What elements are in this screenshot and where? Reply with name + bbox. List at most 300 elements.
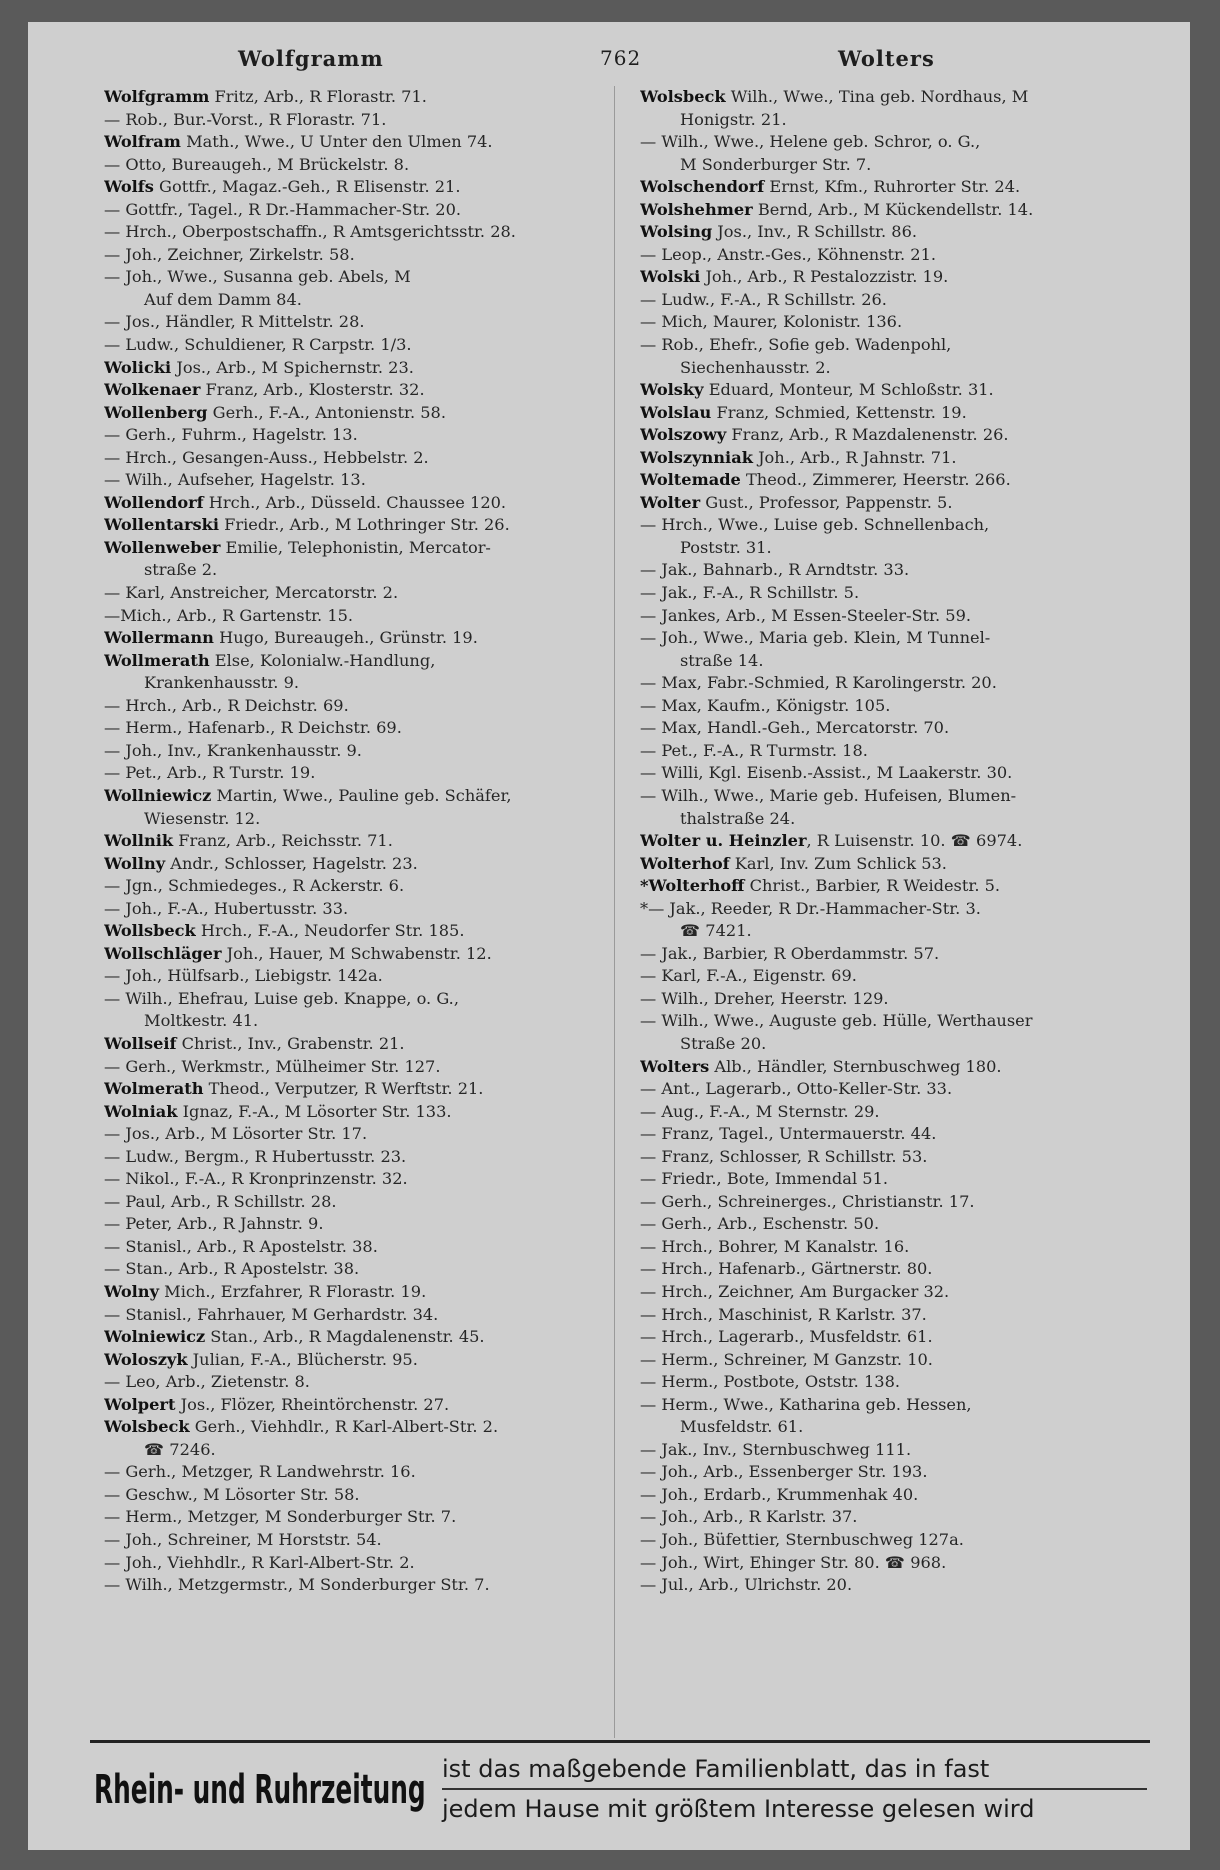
entry-text: — Leop., Anstr.-Ges., Köhnenstr. 21. (640, 244, 937, 264)
entry-surname: Wollsbeck (104, 921, 196, 941)
directory-entry (104, 1281, 609, 1304)
entry-text: — Gerh., Metzger, R Landwehrstr. 16. (104, 1462, 416, 1482)
entry-text: — Wilh., Wwe., Helene geb. Schror, o. G., (640, 132, 981, 152)
directory-entry (640, 1191, 1145, 1214)
entry-text: — Franz, Tagel., Untermauerstr. 44. (640, 1124, 937, 1144)
entry-surname: Wolny (104, 1281, 159, 1301)
entry-surname: Wollny (104, 853, 166, 873)
directory-entry (640, 1258, 1145, 1281)
directory-entry (104, 1349, 609, 1372)
entry-text: — Hrch., Oberpostschaffn., R Amtsgerichtsstr. 28. (104, 222, 516, 242)
entry-text: — Joh., Büfettier, Sternbuschweg 127a. (640, 1530, 964, 1549)
directory-entry (104, 1168, 609, 1191)
directory-entry (104, 1484, 609, 1507)
entry-surname: Wollendorf (104, 492, 204, 512)
directory-entry (104, 582, 609, 605)
entry-surname: Wolter (640, 492, 701, 512)
entry-text: Christ., Inv., Grabenstr. 21. (176, 1033, 405, 1053)
entry-text: — Leo, Arb., Zietenstr. 8. (104, 1372, 310, 1392)
entry-text: Hrch., F.-A., Neudorfer Str. 185. (195, 921, 465, 941)
directory-entry (640, 582, 1145, 605)
entry-surname: Wollniewicz (104, 785, 212, 805)
entry-text: Fritz, Arb., R Florastr. 71. (209, 87, 427, 106)
entry-text: — Joh., Wwe., Susanna geb. Abels, M (104, 267, 411, 287)
entry-text: Stan., Arb., R Magdalenenstr. 45. (205, 1327, 485, 1347)
entry-text: — Herm., Hafenarb., R Deichstr. 69. (104, 718, 402, 738)
directory-entry (640, 830, 1145, 853)
directory-entry (104, 357, 609, 380)
entry-text: — Hrch., Hafenarb., Gärtnerstr. 80. (640, 1259, 933, 1279)
entry-text: — Wilh., Metzgermstr., M Sonderburger Str. 7. (104, 1575, 490, 1595)
directory-entry (640, 447, 1145, 470)
directory-entry (640, 1146, 1145, 1169)
directory-entry (640, 943, 1145, 966)
directory-entry (104, 447, 609, 470)
entry-surname: Wolpert (104, 1394, 176, 1414)
directory-entry (640, 808, 1145, 831)
directory-entry (640, 1123, 1145, 1146)
entry-text: — Jak., Bahnarb., R Arndtstr. 33. (640, 560, 910, 580)
entry-text: — Hrch., Wwe., Luise geb. Schnellenbach, (640, 515, 990, 535)
directory-entry (640, 266, 1145, 289)
entry-surname: *Wolterhoff (640, 876, 745, 896)
directory-entry (104, 1078, 609, 1101)
entry-text: — Joh., Zeichner, Zirkelstr. 58. (104, 244, 355, 264)
entry-text: — Wilh., Dreher, Heerstr. 129. (640, 988, 889, 1008)
entry-text: — Jak., F.-A., R Schillstr. 5. (640, 583, 860, 603)
entry-text: — Joh., Wirt, Ehinger Str. 80. ☎ 968. (640, 1552, 947, 1572)
entry-text: *— Jak., Reeder, R Dr.-Hammacher-Str. 3. (640, 898, 981, 918)
newspaper-logo: Rhein- und Ruhrzeitung (94, 1767, 426, 1813)
directory-entry (640, 1416, 1145, 1439)
directory-entry (104, 1552, 609, 1575)
directory-entry (104, 1146, 609, 1169)
directory-entry (104, 221, 609, 244)
directory-entry (640, 1394, 1145, 1417)
directory-entry (104, 1304, 609, 1327)
entry-text: Moltkestr. 41. (144, 1011, 259, 1031)
directory-entry (640, 1304, 1145, 1327)
directory-entry (104, 1033, 609, 1056)
directory-entry (640, 176, 1145, 199)
directory-entry (640, 311, 1145, 334)
entry-text: Gerh., Viehhdlr., R Karl-Albert-Str. 2. (189, 1417, 499, 1437)
directory-entry (104, 244, 609, 267)
entry-text: — Hrch., Lagerarb., Musfeldstr. 61. (640, 1327, 933, 1347)
entry-text: — Stan., Arb., R Apostelstr. 38. (104, 1259, 360, 1279)
directory-entry (640, 1010, 1145, 1033)
directory-entry (104, 853, 609, 876)
directory-entry (104, 808, 609, 831)
directory-entry (104, 1010, 609, 1033)
entry-text: — Aug., F.-A., M Sternstr. 29. (640, 1101, 880, 1121)
directory-entry (104, 537, 609, 560)
directory-entry (640, 131, 1145, 154)
entry-text: ☎ 7246. (144, 1439, 216, 1459)
directory-entry (104, 492, 609, 515)
entry-text: Eduard, Monteur, M Schloßstr. 31. (703, 380, 994, 400)
entry-surname: Woltemade (640, 470, 741, 490)
entry-text: Gottfr., Magaz.-Geh., R Elisenstr. 21. (153, 177, 461, 197)
entry-text: — Hrch., Gesangen-Auss., Hebbelstr. 2. (104, 447, 429, 467)
directory-entry (640, 1326, 1145, 1349)
directory-entry (640, 559, 1145, 582)
entry-text: Alb., Händler, Sternbuschweg 180. (709, 1056, 1002, 1076)
directory-entry (104, 1529, 609, 1552)
directory-entry (640, 1168, 1145, 1191)
entry-text: — Hrch., Zeichner, Am Burgacker 32. (640, 1281, 950, 1301)
directory-entry (640, 86, 1145, 109)
entry-text: Franz, Arb., Reichsstr. 71. (173, 831, 393, 851)
entry-surname: Wolski (640, 267, 701, 287)
entry-text: Wilh., Wwe., Tina geb. Nordhaus, M (725, 87, 1029, 106)
directory-entry (640, 1371, 1145, 1394)
entry-surname: Wolfs (104, 177, 154, 197)
directory-entry (640, 785, 1145, 808)
directory-entry (640, 1056, 1145, 1079)
entry-text: — Geschw., M Lösorter Str. 58. (104, 1484, 360, 1504)
directory-entry (104, 740, 609, 763)
directory-entry (104, 1191, 609, 1214)
directory-entry (640, 154, 1145, 177)
directory-entry (640, 853, 1145, 876)
entry-text: — Max, Kaufm., Königstr. 105. (640, 695, 891, 715)
directory-entry (104, 672, 609, 695)
directory-entry (640, 1078, 1145, 1101)
right-column (640, 86, 1145, 1597)
entry-text: Wiesenstr. 12. (144, 808, 261, 828)
directory-entry (640, 289, 1145, 312)
entry-text: — Hrch., Maschinist, R Karlstr. 37. (640, 1304, 927, 1324)
directory-entry (104, 289, 609, 312)
entry-surname: Wolsbeck (104, 1417, 190, 1437)
entry-text: thalstraße 24. (680, 808, 796, 828)
directory-entry (104, 199, 609, 222)
entry-text: — Rob., Ehefr., Sofie geb. Wadenpohl, (640, 335, 952, 355)
directory-entry (104, 1394, 609, 1417)
entry-text: — Herm., Postbote, Oststr. 138. (640, 1372, 901, 1392)
directory-entry (104, 988, 609, 1011)
entry-text: — Joh., Arb., Essenberger Str. 193. (640, 1462, 928, 1482)
directory-entry (640, 627, 1145, 650)
entry-text: Andr., Schlosser, Hagelstr. 23. (165, 853, 418, 873)
entry-text: — Wilh., Wwe., Marie geb. Hufeisen, Blumen- (640, 785, 1017, 805)
directory-entry (104, 266, 609, 289)
entry-text: — Joh., F.-A., Hubertusstr. 33. (104, 898, 349, 918)
entry-text: —Mich., Arb., R Gartenstr. 15. (104, 605, 354, 625)
directory-entry (640, 1461, 1145, 1484)
directory-entry (104, 762, 609, 785)
entry-text: — Karl, Anstreicher, Mercatorstr. 2. (104, 583, 399, 603)
directory-entry (104, 785, 609, 808)
entry-surname: Wollseif (104, 1033, 177, 1053)
entry-text: ☎ 7421. (680, 921, 752, 941)
entry-text: — Max, Fabr.-Schmied, R Karolingerstr. 20. (640, 673, 997, 693)
directory-entry (640, 109, 1145, 132)
entry-text: Franz, Schmied, Kettenstr. 19. (711, 402, 967, 422)
entry-surname: Wolmerath (104, 1079, 204, 1099)
entry-text: — Wilh., Aufseher, Hagelstr. 13. (104, 470, 366, 490)
directory-entry (640, 357, 1145, 380)
directory-entry (640, 650, 1145, 673)
directory-entry (104, 898, 609, 921)
entry-text: — Pet., F.-A., R Turmstr. 18. (640, 740, 868, 760)
entry-text: — Jak., Inv., Sternbuschweg 111. (640, 1439, 912, 1459)
entry-text: Friedr., Arb., M Lothringer Str. 26. (219, 515, 510, 535)
directory-entry (104, 717, 609, 740)
entry-text: — Joh., Inv., Krankenhausstr. 9. (104, 740, 362, 760)
directory-entry (104, 1461, 609, 1484)
entry-surname: Wollentarski (104, 515, 219, 535)
entry-surname: Wolter u. Heinzler (640, 831, 807, 851)
directory-entry (104, 154, 609, 177)
entry-text: — Jgn., Schmiedeges., R Ackerstr. 6. (104, 876, 405, 896)
directory-entry (640, 469, 1145, 492)
entry-text: — Ant., Lagerarb., Otto-Keller-Str. 33. (640, 1079, 953, 1099)
entry-surname: Wolsky (640, 380, 704, 400)
entry-surname: Wollenweber (104, 537, 221, 557)
entry-text: — Herm., Wwe., Katharina geb. Hessen, (640, 1394, 972, 1414)
directory-entry (640, 605, 1145, 628)
directory-entry (104, 559, 609, 582)
directory-entry (640, 740, 1145, 763)
directory-entry (640, 1506, 1145, 1529)
left-column (104, 86, 609, 1597)
entry-text: — Herm., Metzger, M Sonderburger Str. 7. (104, 1507, 457, 1527)
entry-surname: Wolschendorf (640, 177, 765, 197)
running-head-left: Wolfgramm (238, 46, 384, 71)
entry-text: Martin, Wwe., Pauline geb. Schäfer, (211, 785, 512, 805)
entry-text: — Joh., Wwe., Maria geb. Klein, M Tunnel- (640, 628, 991, 648)
entry-text: — Max, Handl.-Geh., Mercatorstr. 70. (640, 718, 950, 738)
directory-entry (640, 1349, 1145, 1372)
directory-entry (640, 1484, 1145, 1507)
directory-entry (640, 244, 1145, 267)
directory-entry (640, 514, 1145, 537)
entry-surname: Wolniewicz (104, 1327, 206, 1347)
entry-surname: Wolsing (640, 222, 713, 242)
entry-text: Bernd, Arb., M Kückendellstr. 14. (752, 199, 1034, 219)
entry-text: Theod., Verputzer, R Werftstr. 21. (203, 1079, 484, 1099)
entry-surname: Wolicki (104, 357, 172, 377)
entry-text: Franz, Arb., R Mazdalenenstr. 26. (726, 425, 1009, 445)
directory-entry (104, 1236, 609, 1259)
entry-text: Jos., Flözer, Rheintörchenstr. 27. (175, 1394, 450, 1414)
directory-entry (104, 402, 609, 425)
directory-entry (640, 965, 1145, 988)
entry-surname: Wolslau (640, 402, 712, 422)
directory-entry (104, 176, 609, 199)
entry-text: Christ., Barbier, R Weidestr. 5. (744, 876, 1001, 896)
entry-text: Emilie, Telephonistin, Mercator- (220, 537, 491, 557)
entry-surname: Wolszowy (640, 425, 727, 445)
entry-text: — Jankes, Arb., M Essen-Steeler-Str. 59. (640, 605, 972, 625)
entry-text: — Hrch., Bohrer, M Kanalstr. 16. (640, 1236, 910, 1256)
entry-surname: Wolsbeck (640, 87, 726, 106)
entry-text: — Stanisl., Fahrhauer, M Gerhardstr. 34. (104, 1304, 439, 1324)
entry-text: — Pet., Arb., R Turstr. 19. (104, 763, 316, 783)
ad-line-2: jedem Hause mit größtem Interesse gelesen wird (442, 1788, 1147, 1828)
entry-text: Gerh., F.-A., Antonienstr. 58. (207, 402, 446, 422)
directory-entry (104, 650, 609, 673)
directory-entry (104, 1123, 609, 1146)
entry-text: Else, Kolonialw.-Handlung, (209, 650, 436, 670)
directory-entry (104, 109, 609, 132)
directory-entry (640, 672, 1145, 695)
entry-text: — Ludw., F.-A., R Schillstr. 26. (640, 289, 887, 309)
entry-text: — Nikol., F.-A., R Kronprinzenstr. 32. (104, 1169, 408, 1189)
directory-entry (640, 537, 1145, 560)
entry-text: Auf dem Damm 84. (144, 289, 302, 309)
entry-text: Honigstr. 21. (680, 109, 787, 129)
entry-text: Joh., Arb., R Jahnstr. 71. (752, 447, 957, 467)
entry-text: — Friedr., Bote, Immendal 51. (640, 1169, 889, 1189)
directory-entry (640, 1033, 1145, 1056)
directory-page (28, 22, 1190, 1850)
directory-entry (640, 199, 1145, 222)
entry-text: — Willi, Kgl. Eisenb.-Assist., M Laakerstr. 30. (640, 763, 1013, 783)
directory-entry (104, 334, 609, 357)
directory-entry (640, 402, 1145, 425)
ad-line-1: ist das maßgebende Familienblatt, das in fast (442, 1755, 990, 1783)
directory-entry (104, 1439, 609, 1462)
entry-text: Joh., Arb., R Pestalozzistr. 19. (700, 267, 949, 287)
directory-entry (104, 627, 609, 650)
entry-text: Ernst, Kfm., Ruhrorter Str. 24. (764, 177, 1021, 197)
directory-entry (104, 943, 609, 966)
entry-text: Math., Wwe., U Unter den Ulmen 74. (180, 132, 493, 152)
directory-entry (104, 605, 609, 628)
entry-text: — Peter, Arb., R Jahnstr. 9. (104, 1214, 324, 1234)
directory-entry (104, 1101, 609, 1124)
entry-text: — Joh., Hülfsarb., Liebigstr. 142a. (104, 966, 383, 986)
entry-surname: Wolfram (104, 132, 181, 152)
entry-text: — Karl, F.-A., Eigenstr. 69. (640, 966, 857, 986)
entry-surname: Wollnik (104, 831, 174, 851)
entry-text: — Jul., Arb., Ulrichstr. 20. (640, 1575, 853, 1595)
advertisement (90, 1740, 1150, 1838)
directory-entry (640, 379, 1145, 402)
entry-text: Straße 20. (680, 1033, 767, 1053)
directory-entry (640, 1213, 1145, 1236)
entry-text: — Joh., Arb., R Karlstr. 37. (640, 1507, 858, 1527)
entry-text: Hrch., Arb., Düsseld. Chaussee 120. (203, 492, 507, 512)
entry-text: Jos., Inv., R Schillstr. 86. (712, 222, 918, 242)
entry-text: — Joh., Schreiner, M Horststr. 54. (104, 1530, 382, 1549)
directory-entry (640, 988, 1145, 1011)
entry-text: — Gerh., Fuhrm., Hagelstr. 13. (104, 425, 358, 445)
running-head-right: Wolters (838, 46, 935, 71)
entry-text: Karl, Inv. Zum Schlick 53. (729, 853, 947, 873)
entry-text: — Gerh., Werkmstr., Mülheimer Str. 127. (104, 1056, 441, 1076)
entry-text: — Gottfr., Tagel., R Dr.-Hammacher-Str. 20. (104, 199, 462, 219)
entry-text: — Franz, Schlosser, R Schillstr. 53. (640, 1146, 928, 1166)
entry-text: Musfeldstr. 61. (680, 1417, 804, 1437)
directory-entry (640, 875, 1145, 898)
directory-entry (104, 86, 609, 109)
directory-entry (640, 920, 1145, 943)
directory-entry (640, 1529, 1145, 1552)
entry-surname: Woloszyk (104, 1349, 188, 1369)
entry-text: M Sonderburger Str. 7. (680, 154, 872, 174)
entry-text: — Jos., Arb., M Lösorter Str. 17. (104, 1124, 368, 1144)
entry-surname: Wolterhof (640, 853, 730, 873)
directory-entry (104, 379, 609, 402)
entry-text: — Herm., Schreiner, M Ganzstr. 10. (640, 1349, 933, 1369)
entry-text: Jos., Arb., M Spichernstr. 23. (171, 357, 414, 377)
entry-text: — Ludw., Schuldiener, R Carpstr. 1/3. (104, 335, 412, 355)
column-divider (614, 86, 615, 1738)
entry-surname: Wolfgramm (104, 87, 210, 106)
directory-entry (640, 221, 1145, 244)
directory-entry (104, 920, 609, 943)
entry-text: straße 14. (680, 650, 764, 670)
entry-text: — Jos., Händler, R Mittelstr. 28. (104, 312, 365, 332)
entry-text: Poststr. 31. (680, 537, 772, 557)
directory-entry (640, 717, 1145, 740)
directory-entry (640, 424, 1145, 447)
directory-entry (640, 1439, 1145, 1462)
entry-text: — Paul, Arb., R Schillstr. 28. (104, 1191, 337, 1211)
entry-text: Theod., Zimmerer, Heerstr. 266. (740, 470, 1011, 490)
entry-text: — Ludw., Bergm., R Hubertusstr. 23. (104, 1146, 407, 1166)
directory-entry (104, 311, 609, 334)
directory-entry (640, 1101, 1145, 1124)
entry-text: — Hrch., Arb., R Deichstr. 69. (104, 695, 349, 715)
directory-entry (104, 1574, 609, 1597)
entry-text: Hugo, Bureaugeh., Grünstr. 19. (213, 628, 478, 648)
page-number: 762 (600, 46, 642, 70)
directory-entry (640, 695, 1145, 718)
entry-text: — Stanisl., Arb., R Apostelstr. 38. (104, 1236, 378, 1256)
directory-entry (104, 875, 609, 898)
entry-text: — Gerh., Arb., Eschenstr. 50. (640, 1214, 880, 1234)
directory-entry (104, 965, 609, 988)
entry-text: — Wilh., Wwe., Auguste geb. Hülle, Werthauser (640, 1011, 1033, 1031)
entry-text: Krankenhausstr. 9. (144, 673, 300, 693)
entry-surname: Wolszynniak (640, 447, 753, 467)
directory-entry (104, 830, 609, 853)
entry-text: straße 2. (144, 560, 218, 580)
entry-text: — Gerh., Schreinerges., Christianstr. 17. (640, 1191, 975, 1211)
entry-surname: Wollschläger (104, 943, 222, 963)
directory-entry (104, 1416, 609, 1439)
entry-text: Ignaz, F.-A., M Lösorter Str. 133. (177, 1101, 452, 1121)
directory-entry (104, 424, 609, 447)
entry-text: Gust., Professor, Pappenstr. 5. (700, 492, 953, 512)
directory-entry (104, 1258, 609, 1281)
directory-entry (104, 514, 609, 537)
directory-entry (104, 1326, 609, 1349)
ad-top-rule (90, 1740, 1150, 1743)
entry-text: Siechenhausstr. 2. (680, 357, 831, 377)
entry-text: — Joh., Erdarb., Krummenhak 40. (640, 1484, 919, 1504)
directory-entry (640, 762, 1145, 785)
entry-text: Franz, Arb., Klosterstr. 32. (200, 380, 425, 400)
entry-surname: Wolkenaer (104, 380, 201, 400)
entry-text: — Rob., Bur.-Vorst., R Florastr. 71. (104, 109, 387, 129)
entry-surname: Wollenberg (104, 402, 208, 422)
directory-entry (104, 1056, 609, 1079)
entry-surname: Wollermann (104, 628, 214, 648)
entry-text: — Mich, Maurer, Kolonistr. 136. (640, 312, 903, 332)
entry-text: , R Luisenstr. 10. ☎ 6974. (806, 831, 1023, 851)
entry-text: Julian, F.-A., Blücherstr. 95. (187, 1349, 418, 1369)
directory-entry (104, 1506, 609, 1529)
entry-surname: Wolniak (104, 1101, 178, 1121)
entry-text: Joh., Hauer, M Schwabenstr. 12. (221, 943, 492, 963)
directory-entry (104, 1371, 609, 1394)
